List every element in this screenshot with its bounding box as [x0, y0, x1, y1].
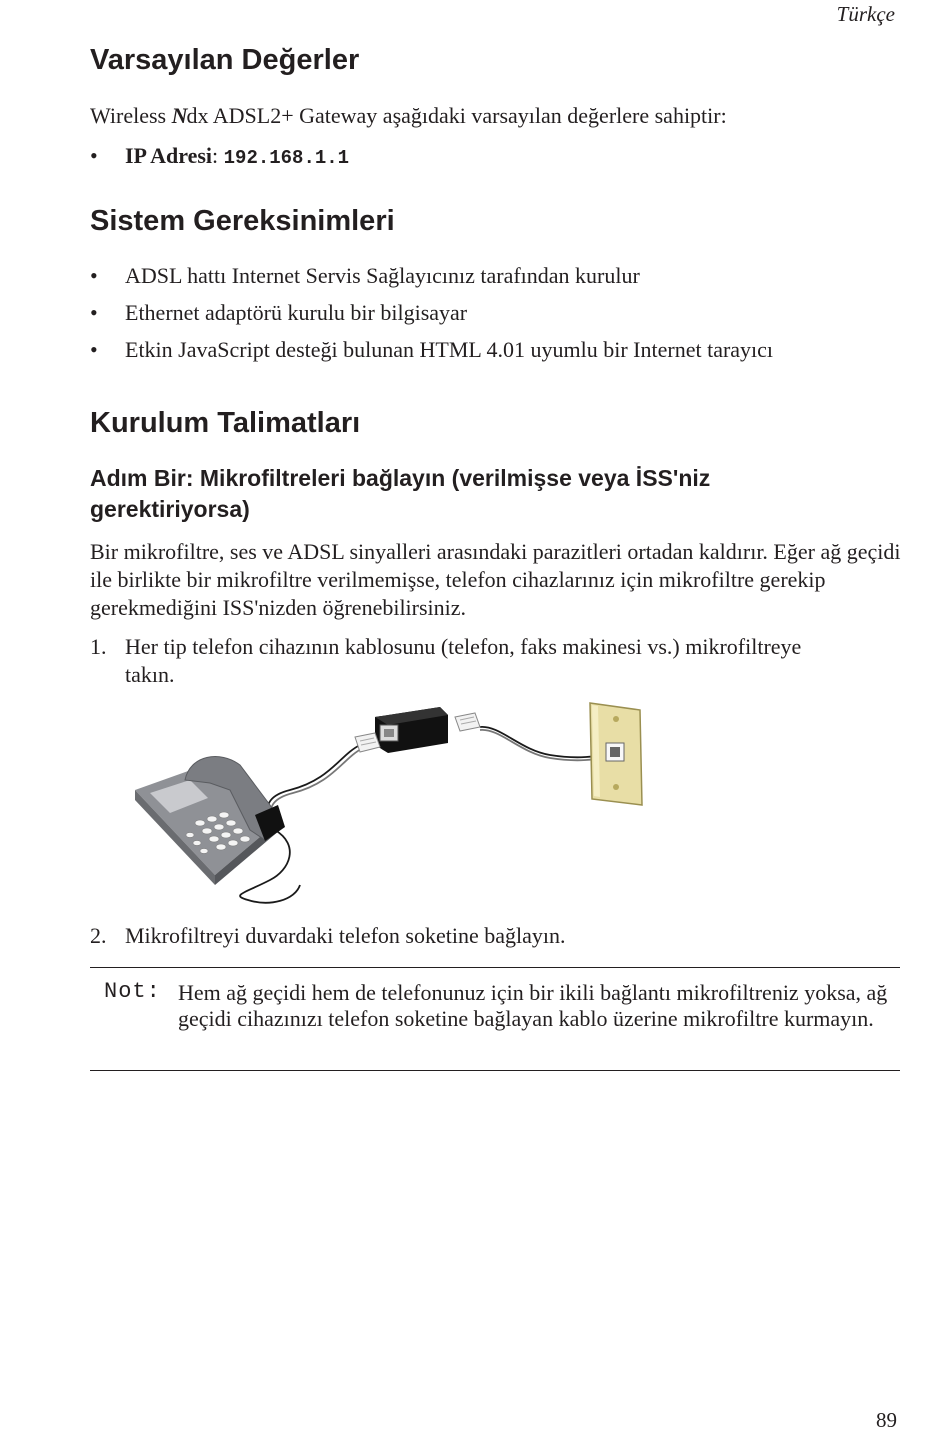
requirement-text: ADSL hattı Internet Servis Sağlayıcınız tarafından kurulur — [125, 263, 640, 288]
microfilter-illustration — [130, 695, 660, 910]
bullet-icon: • — [90, 263, 98, 288]
note-label: Not: — [104, 979, 161, 1004]
requirement-text: Etkin JavaScript desteği bulunan HTML 4.01 uyumlu bir Internet tarayıcı — [125, 337, 774, 362]
requirements-heading: Sistem Gereksinimleri — [90, 205, 395, 237]
requirement-text: Ethernet adaptörü kurulu bir bilgisayar — [125, 300, 468, 325]
bullet-icon: • — [90, 143, 98, 168]
intro-suffix: dx ADSL2+ Gateway aşağıdaki varsayılan değerlere sahiptir: — [186, 103, 727, 128]
ip-address-item — [90, 142, 349, 172]
bullet-icon: • — [90, 300, 98, 325]
requirement-item — [90, 262, 640, 290]
language-label: Türkçe — [836, 2, 895, 26]
microfilter-icon — [375, 707, 448, 753]
ip-separator: : — [212, 143, 224, 168]
step-number: 2. — [90, 923, 107, 948]
telephone-icon — [135, 757, 285, 885]
bullet-icon: • — [90, 337, 98, 362]
step-number: 1. — [90, 634, 107, 659]
note-top-rule — [90, 967, 900, 968]
ip-label: IP Adresi — [125, 143, 213, 168]
brand-n: N — [171, 103, 187, 128]
wall-jack-icon — [590, 703, 642, 805]
setup-heading: Kurulum Talimatları — [90, 407, 361, 439]
requirement-item — [90, 299, 467, 327]
step-text: Mikrofiltreyi duvardaki telefon soketine bağlayın. — [125, 923, 566, 948]
cord-icon — [240, 727, 605, 903]
note-text: Hem ağ geçidi hem de telefonunuz için bir ikili bağlantı mikrofiltreniz yoksa, ağ geçidi cihazınızı telefon soketine bağlayan kablo üzerine mikrofiltre kurmayın. — [178, 980, 888, 1031]
intro-prefix: Wireless — [90, 103, 172, 128]
defaults-intro — [90, 102, 910, 130]
microfilter-paragraph: Bir mikrofiltre, ses ve ADSL sinyalleri arasındaki parazitleri ortadan kaldırır. Eğer ağ geçidi ile birlikte bir mikrofiltre verilmemişse, telefon cihazlarınız için mikrofiltre gerekip gerekmediğini ISS'nizden öğrenebilirsiniz. — [90, 539, 901, 620]
page-number: 89 — [876, 1408, 897, 1432]
requirement-item — [90, 336, 773, 364]
step-text: Her tip telefon cihazının kablosunu (telefon, faks makinesi vs.) mikrofiltreye takın. — [125, 634, 802, 687]
ip-value: 192.168.1.1 — [223, 147, 350, 169]
step-one-heading: Adım Bir: Mikrofiltreleri bağlayın (verilmişse veya İSS'niz gerektiriyorsa) — [90, 465, 711, 522]
defaults-heading: Varsayılan Değerler — [90, 44, 360, 76]
note-bottom-rule — [90, 1070, 900, 1071]
